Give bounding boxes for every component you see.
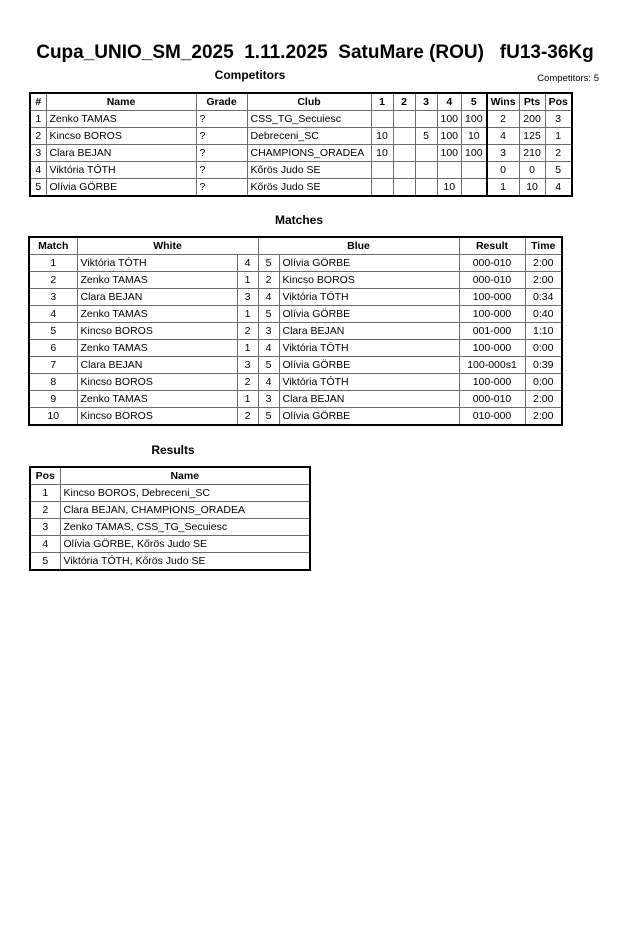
competitor-wins: 0 <box>487 161 520 178</box>
match-number: 8 <box>29 373 77 390</box>
competitor-number: 2 <box>30 127 46 144</box>
result-pos: 4 <box>30 535 60 552</box>
competitor-wins: 3 <box>487 144 520 161</box>
white-seed: 2 <box>237 407 258 425</box>
match-row <box>29 339 562 356</box>
blue-seed: 5 <box>258 407 279 425</box>
match-number: 2 <box>29 271 77 288</box>
col-name: Name <box>60 467 310 485</box>
white-name: Kincso BOROS <box>77 373 237 390</box>
competitors-section-heading: Competitors <box>214 67 286 82</box>
competitor-pos: 2 <box>545 144 572 161</box>
match-result: 001-000 <box>459 322 525 339</box>
points-vs-5: 100 <box>462 144 487 161</box>
match-row <box>29 407 562 425</box>
col-time: Time <box>525 237 562 255</box>
competitor-wins: 2 <box>487 110 520 127</box>
blue-name: Olívia GÖRBE <box>279 254 459 271</box>
white-seed: 1 <box>237 390 258 407</box>
result-name: Viktória TÓTH, Kőrös Judo SE <box>60 552 310 570</box>
competitor-number: 1 <box>30 110 46 127</box>
match-row <box>29 322 562 339</box>
result-row <box>30 501 310 518</box>
col-opp-4: 4 <box>437 93 462 111</box>
competitor-pts: 200 <box>519 110 545 127</box>
blue-seed: 5 <box>258 356 279 373</box>
col-result: Result <box>459 237 525 255</box>
col-club: Club <box>247 93 371 111</box>
col-opp-5: 5 <box>462 93 487 111</box>
match-row <box>29 373 562 390</box>
col-match: Match <box>29 237 77 255</box>
match-number: 7 <box>29 356 77 373</box>
white-name: Zenko TAMAS <box>77 305 237 322</box>
competitor-grade: ? <box>196 127 247 144</box>
competitor-club: CHAMPIONS_ORADEA <box>247 144 371 161</box>
white-name: Clara BEJAN <box>77 288 237 305</box>
blue-seed: 4 <box>258 373 279 390</box>
blue-name: Clara BEJAN <box>279 322 459 339</box>
competitor-pos: 3 <box>545 110 572 127</box>
blue-name: Olívia GÖRBE <box>279 356 459 373</box>
competitor-row <box>30 144 572 161</box>
blue-name: Olívia GÖRBE <box>279 407 459 425</box>
col-pos: Pos <box>545 93 572 111</box>
col-wins: Wins <box>487 93 520 111</box>
blue-seed: 3 <box>258 322 279 339</box>
competitors-table <box>29 92 573 197</box>
points-vs-2 <box>393 161 415 178</box>
competitor-name: Olívia GÖRBE <box>46 178 196 196</box>
match-time: 0:40 <box>525 305 562 322</box>
blue-name: Olívia GÖRBE <box>279 305 459 322</box>
competitor-grade: ? <box>196 178 247 196</box>
competitor-name: Zenko TAMAS <box>46 110 196 127</box>
points-vs-5 <box>462 178 487 196</box>
competitor-name: Kincso BOROS <box>46 127 196 144</box>
match-result: 100-000 <box>459 373 525 390</box>
competitor-row <box>30 161 572 178</box>
match-result: 000-010 <box>459 390 525 407</box>
points-vs-3 <box>415 178 437 196</box>
points-vs-2 <box>393 110 415 127</box>
white-name: Viktória TÓTH <box>77 254 237 271</box>
match-time: 0:39 <box>525 356 562 373</box>
result-pos: 2 <box>30 501 60 518</box>
competitor-name: Clara BEJAN <box>46 144 196 161</box>
points-vs-2 <box>393 144 415 161</box>
match-number: 9 <box>29 390 77 407</box>
white-seed: 2 <box>237 373 258 390</box>
competitor-pts: 125 <box>519 127 545 144</box>
competitors-header-row <box>0 66 630 88</box>
points-vs-3 <box>415 144 437 161</box>
competitors-count-label: Competitors: 5 <box>537 72 599 84</box>
match-time: 0:00 <box>525 373 562 390</box>
match-time: 2:00 <box>525 254 562 271</box>
result-name: Kincso BOROS, Debreceni_SC <box>60 484 310 501</box>
blue-seed: 5 <box>258 254 279 271</box>
points-vs-4: 100 <box>437 127 462 144</box>
blue-seed: 4 <box>258 288 279 305</box>
match-time: 0:34 <box>525 288 562 305</box>
col-opp-3: 3 <box>415 93 437 111</box>
white-seed: 1 <box>237 339 258 356</box>
points-vs-1 <box>371 178 393 196</box>
match-row <box>29 271 562 288</box>
competitor-pos: 5 <box>545 161 572 178</box>
blue-name: Viktória TÓTH <box>279 339 459 356</box>
competitors-header <box>30 93 572 111</box>
blue-name: Viktória TÓTH <box>279 373 459 390</box>
result-pos: 5 <box>30 552 60 570</box>
points-vs-4: 100 <box>437 110 462 127</box>
points-vs-1 <box>371 161 393 178</box>
match-result: 100-000s1 <box>459 356 525 373</box>
competitor-row <box>30 127 572 144</box>
page-title: Cupa_UNIO_SM_2025 1.11.2025 SatuMare (ROU) fU13-36Kg <box>36 42 594 63</box>
competitor-grade: ? <box>196 161 247 178</box>
col-blue: Blue <box>258 237 459 255</box>
white-seed: 1 <box>237 271 258 288</box>
match-time: 2:00 <box>525 407 562 425</box>
white-name: Kincso BOROS <box>77 322 237 339</box>
result-pos: 3 <box>30 518 60 535</box>
points-vs-1: 10 <box>371 144 393 161</box>
white-seed: 2 <box>237 322 258 339</box>
competitor-club: Kőrös Judo SE <box>247 161 371 178</box>
competitor-number: 5 <box>30 178 46 196</box>
white-seed: 4 <box>237 254 258 271</box>
points-vs-4 <box>437 161 462 178</box>
blue-seed: 3 <box>258 390 279 407</box>
competitor-pts: 210 <box>519 144 545 161</box>
white-seed: 3 <box>237 288 258 305</box>
blue-name: Viktória TÓTH <box>279 288 459 305</box>
match-row <box>29 254 562 271</box>
col-grade: Grade <box>196 93 247 111</box>
competitor-grade: ? <box>196 144 247 161</box>
blue-name: Clara BEJAN <box>279 390 459 407</box>
results-table <box>29 466 311 571</box>
blue-seed: 2 <box>258 271 279 288</box>
match-result: 000-010 <box>459 254 525 271</box>
matches-section-heading: Matches <box>274 212 324 227</box>
match-time: 2:00 <box>525 271 562 288</box>
results-sheet-page <box>0 43 630 934</box>
matches-header <box>29 237 562 255</box>
points-vs-3: 5 <box>415 127 437 144</box>
result-pos: 1 <box>30 484 60 501</box>
white-seed: 1 <box>237 305 258 322</box>
results-header <box>30 467 310 485</box>
result-name: Olívia GÖRBE, Kőrös Judo SE <box>60 535 310 552</box>
result-name: Clara BEJAN, CHAMPIONS_ORADEA <box>60 501 310 518</box>
match-time: 0:00 <box>525 339 562 356</box>
result-row <box>30 552 310 570</box>
white-name: Zenko TAMAS <box>77 339 237 356</box>
blue-seed: 4 <box>258 339 279 356</box>
col-opp-2: 2 <box>393 93 415 111</box>
col-pts: Pts <box>519 93 545 111</box>
match-number: 4 <box>29 305 77 322</box>
points-vs-5 <box>462 161 487 178</box>
competitor-club: CSS_TG_Secuiesc <box>247 110 371 127</box>
competitor-name: Viktória TÓTH <box>46 161 196 178</box>
competitor-pos: 1 <box>545 127 572 144</box>
match-time: 1:10 <box>525 322 562 339</box>
col-pos: Pos <box>30 467 60 485</box>
results-section-heading: Results <box>151 442 195 457</box>
competitor-number: 3 <box>30 144 46 161</box>
competitor-pts: 10 <box>519 178 545 196</box>
competitor-number: 4 <box>30 161 46 178</box>
match-number: 1 <box>29 254 77 271</box>
col-name: Name <box>46 93 196 111</box>
points-vs-3 <box>415 161 437 178</box>
match-row <box>29 356 562 373</box>
match-row <box>29 305 562 322</box>
competitor-pts: 0 <box>519 161 545 178</box>
match-time: 2:00 <box>525 390 562 407</box>
result-row <box>30 535 310 552</box>
matches-table <box>28 236 563 426</box>
competitor-grade: ? <box>196 110 247 127</box>
white-seed: 3 <box>237 356 258 373</box>
points-vs-4: 100 <box>437 144 462 161</box>
match-result: 010-000 <box>459 407 525 425</box>
match-number: 3 <box>29 288 77 305</box>
competitor-club: Kőrös Judo SE <box>247 178 371 196</box>
white-name: Clara BEJAN <box>77 356 237 373</box>
points-vs-1: 10 <box>371 127 393 144</box>
result-row <box>30 518 310 535</box>
match-result: 000-010 <box>459 271 525 288</box>
competitor-wins: 1 <box>487 178 520 196</box>
points-vs-2 <box>393 127 415 144</box>
points-vs-5: 100 <box>462 110 487 127</box>
match-number: 6 <box>29 339 77 356</box>
points-vs-3 <box>415 110 437 127</box>
competitor-row <box>30 178 572 196</box>
points-vs-2 <box>393 178 415 196</box>
competitor-wins: 4 <box>487 127 520 144</box>
match-number: 10 <box>29 407 77 425</box>
match-result: 100-000 <box>459 339 525 356</box>
points-vs-5: 10 <box>462 127 487 144</box>
white-name: Zenko TAMAS <box>77 271 237 288</box>
match-number: 5 <box>29 322 77 339</box>
col-opp-1: 1 <box>371 93 393 111</box>
col-number: # <box>30 93 46 111</box>
result-row <box>30 484 310 501</box>
white-name: Zenko TAMAS <box>77 390 237 407</box>
match-result: 100-000 <box>459 288 525 305</box>
match-row <box>29 288 562 305</box>
points-vs-4: 10 <box>437 178 462 196</box>
competitor-row <box>30 110 572 127</box>
result-name: Zenko TAMAS, CSS_TG_Secuiesc <box>60 518 310 535</box>
competitor-pos: 4 <box>545 178 572 196</box>
points-vs-1 <box>371 110 393 127</box>
white-name: Kincso BOROS <box>77 407 237 425</box>
competitor-club: Debreceni_SC <box>247 127 371 144</box>
match-row <box>29 390 562 407</box>
match-result: 100-000 <box>459 305 525 322</box>
blue-seed: 5 <box>258 305 279 322</box>
col-white: White <box>77 237 258 255</box>
blue-name: Kincso BOROS <box>279 271 459 288</box>
